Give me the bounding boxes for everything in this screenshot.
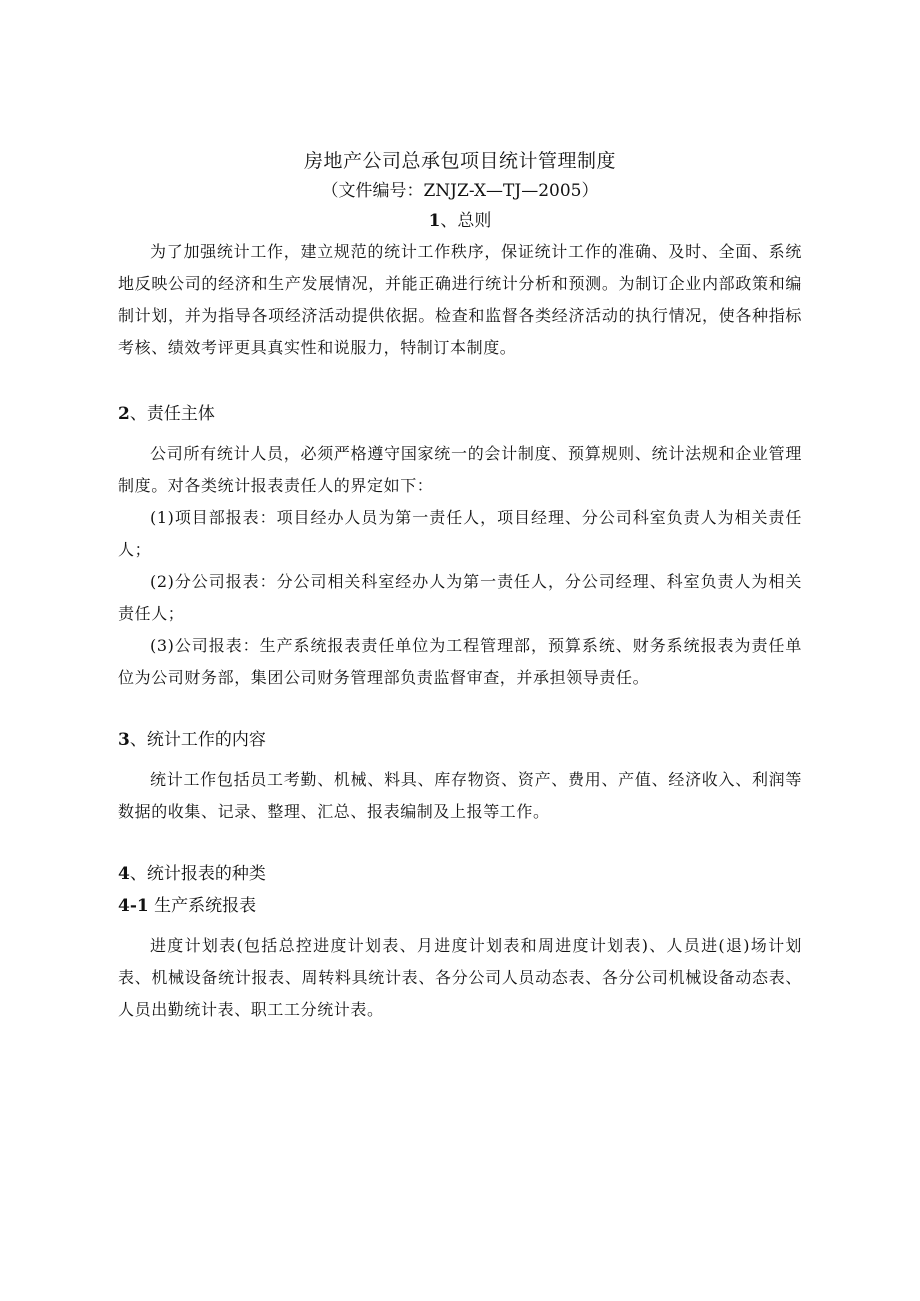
section-4-1-title: 生产系统报表: [154, 896, 257, 916]
section-1-paragraph: 为了加强统计工作，建立规范的统计工作秩序，保证统计工作的准确、及时、全面、系统地反映公司的经济和生产发展情况，并能正确进行统计分析和预测。为制订企业内部政策和编制计划，并为指导各项经济活动提供依据。检查和监督各类经济活动的执行情况，使各种指标考核、绩效考评更具真实性和说服力，特制订本制度。: [118, 242, 802, 357]
section-3-number: 3: [118, 730, 130, 750]
section-4-1-heading: [118, 890, 802, 922]
section-1-heading: [118, 206, 802, 236]
section-1-separator: 、: [440, 211, 458, 231]
section-2-separator: 、: [129, 404, 147, 424]
document-body: [118, 146, 802, 1026]
section-4-number: 4: [118, 864, 130, 884]
section-3-paragraph: 统计工作包括员工考勤、机械、料具、库存物资、资产、费用、产值、经济收入、利润等数据的收集、记录、整理、汇总、报表编制及上报等工作。: [118, 770, 802, 821]
section-2-title: 责任主体: [146, 404, 215, 424]
spacer: [118, 694, 802, 724]
section-1-title: 总则: [457, 211, 492, 231]
spacer: [118, 364, 802, 398]
section-3-heading: [118, 724, 802, 756]
section-4-heading: [118, 858, 802, 890]
section-4-1-number: 4-1: [118, 896, 149, 916]
section-4-1-paragraph: 进度计划表(包括总控进度计划表、月进度计划表和周进度计划表)、人员进(退)场计划表、机械设备统计报表、周转料具统计表、各分公司人员动态表、各分公司机械设备动态表、人员出勤统计表、职工工分统计表。: [118, 936, 802, 1019]
section-4-separator: 、: [129, 864, 147, 884]
spacer: [118, 756, 802, 764]
section-1-number: 1: [428, 211, 441, 231]
section-2-intro: 公司所有统计人员，必须严格遵守国家统一的会计制度、预算规则、统计法规和企业管理制度。对各类统计报表责任人的界定如下：: [118, 444, 802, 495]
spacer: [118, 922, 802, 930]
document-title: 房地产公司总承包项目统计管理制度: [303, 150, 616, 172]
file-number: （文件编号：ZNJZ-X—TJ—2005）: [321, 181, 599, 201]
section-2-heading: [118, 398, 802, 430]
section-3-separator: 、: [129, 730, 147, 750]
section-2-number: 2: [118, 404, 130, 424]
section-2-item-2: (2)分公司报表：分公司相关科室经办人为第一责任人，分公司经理、科室负责人为相关责任人；: [118, 572, 802, 623]
spacer: [118, 828, 802, 858]
section-2-item-1: (1)项目部报表：项目经办人员为第一责任人，项目经理、分公司科室负责人为相关责任人；: [118, 508, 802, 559]
section-4-title: 统计报表的种类: [146, 864, 266, 884]
section-3-title: 统计工作的内容: [146, 730, 266, 750]
section-2-item-3: (3)公司报表：生产系统报表责任单位为工程管理部，预算系统、财务系统报表为责任单位为公司财务部，集团公司财务管理部负责监督审查，并承担领导责任。: [118, 636, 802, 687]
spacer: [118, 430, 802, 438]
